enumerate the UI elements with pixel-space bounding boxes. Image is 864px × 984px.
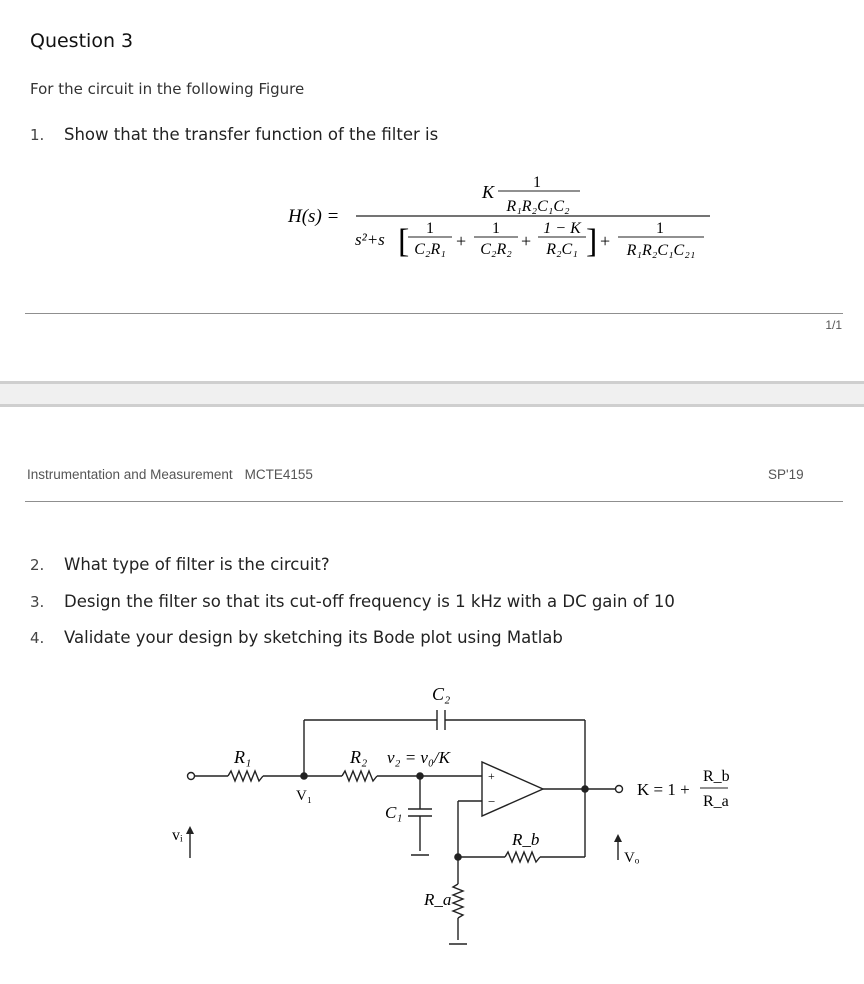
term3-num: 1 − K xyxy=(543,220,581,237)
formula-s-squared: s²+s xyxy=(355,230,385,249)
right-bracket: ] xyxy=(586,223,598,260)
r1-resistor xyxy=(228,771,263,781)
label-vo: Vₒ xyxy=(624,850,640,866)
item-number: 2. xyxy=(30,556,45,574)
question-title: Question 3 xyxy=(30,30,134,52)
term1-den: C₂R₁ xyxy=(414,241,446,258)
plus-1: + xyxy=(456,231,467,251)
term2-num: 1 xyxy=(492,220,500,237)
input-terminal xyxy=(188,773,195,780)
filter-circuit-diagram xyxy=(0,670,864,970)
page-bottom-rule xyxy=(25,313,843,314)
course-code: MCTE4155 xyxy=(244,467,313,482)
item-number: 3. xyxy=(30,593,45,611)
header-rule xyxy=(25,501,843,502)
label-ra: R_a xyxy=(424,890,452,909)
item-number: 1. xyxy=(30,126,45,144)
label-vi: vᵢ xyxy=(172,827,183,844)
question-intro: For the circuit in the following Figure xyxy=(30,80,305,98)
left-bracket: [ xyxy=(398,223,410,260)
running-header-semester: SP'19 xyxy=(768,467,804,482)
term3-den: R₂C₁ xyxy=(546,241,578,258)
node-inverting xyxy=(454,853,462,861)
node-output xyxy=(581,785,589,793)
label-c2: C₂ xyxy=(432,684,451,704)
item-text: Validate your design by sketching its Bode plot using Matlab xyxy=(64,628,563,647)
question-item-3 xyxy=(30,592,675,611)
label-k-eq: K = 1 + xyxy=(637,780,690,799)
item-text: Design the filter so that its cut-off frequency is 1 kHz with a DC gain of 10 xyxy=(64,592,675,611)
transfer-function-formula xyxy=(270,165,730,270)
op-amp-minus: − xyxy=(488,794,496,809)
output-terminal xyxy=(616,786,623,793)
item-text: Show that the transfer function of the filter is xyxy=(64,125,439,144)
label-rb: R_b xyxy=(512,830,540,849)
label-v1: V₁ xyxy=(296,788,313,804)
formula-k: K xyxy=(482,182,495,202)
question-item-2 xyxy=(30,555,330,574)
plus-2: + xyxy=(521,231,532,251)
course-name: Instrumentation and Measurement xyxy=(27,467,233,482)
node-v1 xyxy=(300,772,308,780)
page-break xyxy=(0,381,864,407)
r2-resistor xyxy=(342,771,377,781)
item-text: What type of filter is the circuit? xyxy=(64,555,330,574)
op-amp-plus: + xyxy=(488,769,495,783)
label-c1: C₁ xyxy=(385,803,403,822)
formula-lhs: H(s) = xyxy=(288,206,340,227)
label-v2-eq: v₂ = v₀/K xyxy=(387,748,450,767)
rb-resistor xyxy=(505,852,540,862)
formula-numerator-one: 1 xyxy=(533,174,541,191)
term4-num: 1 xyxy=(656,220,664,237)
question-item-4 xyxy=(30,628,563,647)
formula-numerator-den: R₁R₂C₁C₂ xyxy=(506,198,570,215)
label-k-ra: R_a xyxy=(703,793,729,810)
running-header-course xyxy=(27,467,313,482)
term4-den: R₁R₂C₁C₂₁ xyxy=(626,242,696,259)
node-v2 xyxy=(416,772,424,780)
page-number: 1/1 xyxy=(825,318,842,332)
item-number: 4. xyxy=(30,629,45,647)
label-k-rb: R_b xyxy=(703,768,730,785)
label-r2: R₂ xyxy=(350,747,368,767)
term2-den: C₂R₂ xyxy=(480,241,512,258)
ra-resistor xyxy=(453,884,463,918)
label-r1: R₁ xyxy=(234,747,252,767)
question-item-1 xyxy=(30,125,438,144)
term1-num: 1 xyxy=(426,220,434,237)
plus-3: + xyxy=(600,231,611,251)
